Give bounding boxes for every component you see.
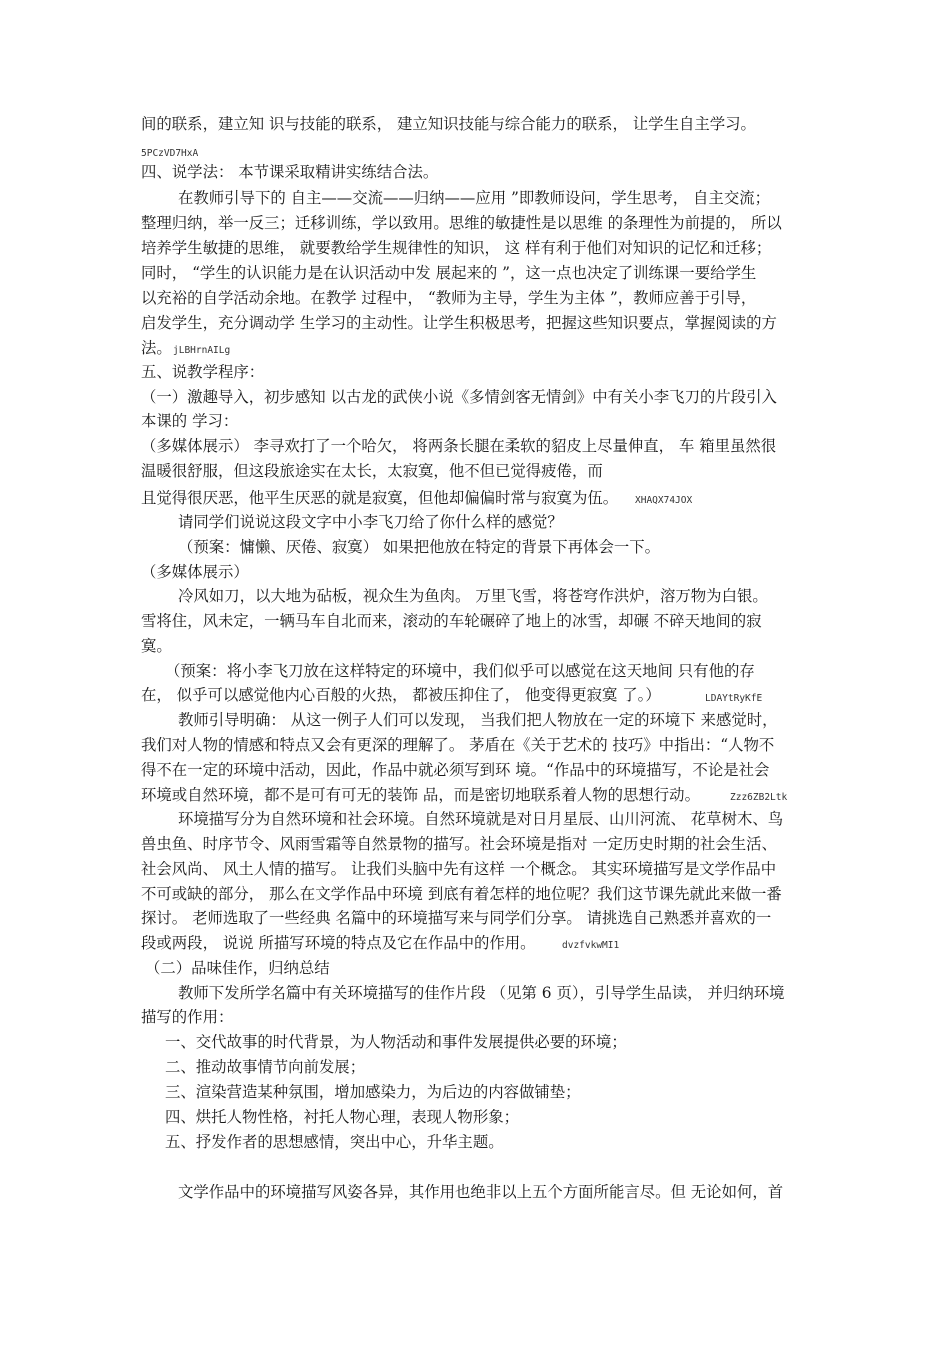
text-line: 寞。 <box>141 637 172 655</box>
text-line: 冷风如刀，以大地为砧板，视众生为鱼肉。 万里飞雪，将苍穹作洪炉，溶万物为白银。 <box>178 587 768 605</box>
list-item: 二、推动故事情节向前发展； <box>165 1058 366 1076</box>
text-line: 兽虫鱼、时序节令、风雨雪霜等自然景物的描写。社会环境是指对 一定历史时期的社会生活、 <box>141 835 777 853</box>
code-mark: 5PCzVD7HxA <box>141 148 199 159</box>
text-line: 不可或缺的部分， 那么在文学作品中环境 到底有着怎样的地位呢？我们这节课先就此来做一番 <box>141 885 782 903</box>
text-line: 启发学生，充分调动学 生学习的主动性。让学生积极思考，把握这些知识要点，掌握阅读的方 <box>141 314 777 332</box>
text-line: 培养学生敏捷的思维， 就要教给学生规律性的知识， 这 样有利于他们对知识的记忆和迁移； <box>141 239 772 257</box>
text-line: 同时， “学生的认识能力是在认识活动中发 展起来的 ”，这一点也决定了训练课一要给学生 <box>141 264 757 282</box>
text-line: 社会风尚、 风土人情的描写。 让我们头脑中先有这样 一个概念。 其实环境描写是文学作品中 <box>141 860 777 878</box>
text-line: 整理归纳，举一反三；迁移训练，学以致用。思维的敏捷性是以思维 的条理性为前提的， 所以 <box>141 214 782 232</box>
text-line: 且觉得很厌恶，他平生厌恶的就是寂寞，但他却偏偏时常与寂寞为伍。 <box>141 489 619 507</box>
section-heading: 五、说教学程序： <box>141 363 265 381</box>
text-line: 描写的作用： <box>141 1008 234 1026</box>
text-line: 教师下发所学名篇中有关环境描写的佳作片段 （见第 6 页），引导学生品读， 并归纳环境 <box>178 984 785 1002</box>
text-line: 教师引导明确： 从这一例子人们可以发现， 当我们把人物放在一定的环境下 来感觉时， <box>178 711 778 729</box>
text-line: （多媒体展示） <box>141 563 249 581</box>
code-mark: LDAYtRyKfE <box>705 693 763 704</box>
section-heading: 四、说学法： 本节课采取精讲实练结合法。 <box>141 163 439 181</box>
text-line: 在教师引导下的 自主——交流——归纳——应用 ”即教师设问，学生思考， 自主交流； <box>178 189 770 207</box>
code-mark: Zzz6ZB2Ltk <box>730 792 788 803</box>
text-line: 文学作品中的环境描写风姿各异，其作用也绝非以上五个方面所能言尽。但 无论如何，首 <box>178 1183 784 1201</box>
text-line: 环境描写分为自然环境和社会环境。自然环境就是对日月星辰、山川河流、 花草树木、鸟 <box>178 810 784 828</box>
text-line: 间的联系，建立知 识与技能的联系， 建立知识技能与综合能力的联系， 让学生自主学习。 <box>141 115 756 133</box>
text-line: 法。 <box>141 339 172 357</box>
code-mark: XHAQX74JOX <box>635 495 693 506</box>
list-item: 一、交代故事的时代背景，为人物活动和事件发展提供必要的环境； <box>165 1033 627 1051</box>
text-line: 环境或自然环境，都不是可有可无的装饰 品，而是密切地联系着人物的思想行动。 <box>141 786 700 804</box>
text-line: （预案：将小李飞刀放在这样特定的环境中，我们似乎可以感觉在这天地间 只有他的存 <box>165 662 755 680</box>
code-mark: jLBHrnAILg <box>173 345 231 356</box>
text-line: 在， 似乎可以感觉他内心百般的火热， 都被压抑住了， 他变得更寂寞 了。） <box>141 686 661 704</box>
text-line: 以充裕的自学活动余地。在教学 过程中， “教师为主导，学生为主体 ”，教师应善于引导， <box>141 289 757 307</box>
text-line: 探讨。 老师选取了一些经典 名篇中的环境描写来与同学们分享。 请挑选自己熟悉并喜欢的一 <box>141 909 772 927</box>
text-line: （多媒体展示） 李寻欢打了一个哈欠， 将两条长腿在柔软的貂皮上尽量伸直， 车 箱里虽然很 <box>141 437 777 455</box>
list-item: 五、抒发作者的思想感情，突出中心，升华主题。 <box>165 1133 504 1151</box>
text-line: 得不在一定的环境中活动，因此，作品中就必须写到环 境。“作品中的环境描写，不论是社会 <box>141 761 770 779</box>
section-heading: （二）品味佳作，归纳总结 <box>145 959 330 977</box>
list-item: 三、渲染营造某种氛围，增加感染力，为后边的内容做铺垫； <box>165 1083 581 1101</box>
text-line: 我们对人物的情感和特点又会有更深的理解了。 茅盾在《关于艺术的 技巧》中指出：“人物不 <box>141 736 775 754</box>
text-line: 雪将住，风未定，一辆马车自北而来，滚动的车轮碾碎了地上的冰雪，却碾 不碎天地间的寂 <box>141 612 762 630</box>
list-item: 四、烘托人物性格，衬托人物心理，表现人物形象； <box>165 1108 519 1126</box>
code-mark: dvzfvkwMI1 <box>562 940 620 951</box>
text-line: 本课的 学习： <box>141 412 239 430</box>
text-line: 温暖很舒服，但这段旅途实在太长，太寂寞，他不但已觉得疲倦，而 <box>141 462 603 480</box>
text-line: 段或两段， 说说 所描写环境的特点及它在作品中的作用。 <box>141 934 536 952</box>
text-line: 请同学们说说这段文字中小李飞刀给了你什么样的感觉？ <box>178 513 563 531</box>
text-line: （预案：慵懒、厌倦、寂寞） 如果把他放在特定的背景下再体会一下。 <box>178 538 661 556</box>
text-line: （一）激趣导入，初步感知 以古龙的武侠小说《多情剑客无情剑》中有关小李飞刀的片段引入 <box>141 388 777 406</box>
